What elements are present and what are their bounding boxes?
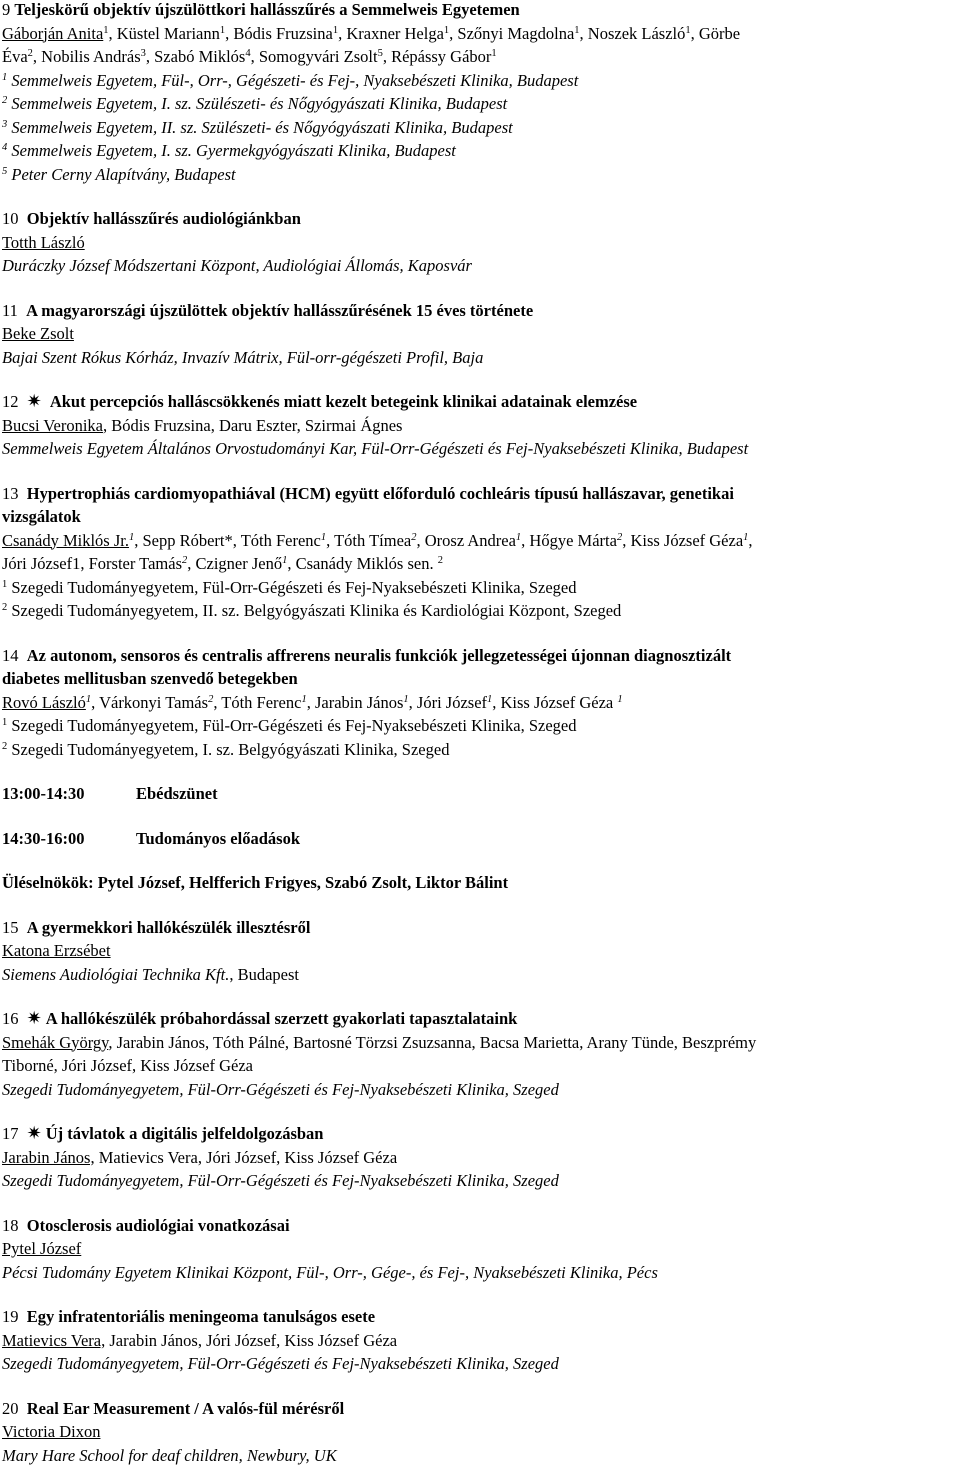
talk-13-authors-line-2 xyxy=(2,552,958,576)
talk-13-authors-line-1 xyxy=(2,529,958,553)
talk-12-affiliation: Semmelweis Egyetem Általános Orvostudományi Kar, Fül-Orr-Gégészeti és Fej-Nyaksebészeti Klinika, Budapest xyxy=(2,439,749,458)
talk-16-coauthors: , Jarabin János, Tóth Pálné, Bartosné Törzsi Zsuzsanna, Bacsa Marietta, Arany Tünde, Beszprémy xyxy=(108,1032,757,1052)
talk-14-title-line xyxy=(2,644,958,668)
superscript: 2 xyxy=(2,95,8,106)
separator: , xyxy=(145,47,150,66)
superscript: 2 xyxy=(437,555,443,566)
superscript: 4 xyxy=(2,142,8,153)
spacer xyxy=(2,761,958,782)
schedule-label: Ebédszünet xyxy=(136,784,218,803)
affiliation-line xyxy=(2,92,958,116)
author: Szabó Miklós xyxy=(150,47,246,66)
talk-12-number: 12 xyxy=(2,392,19,411)
superscript: 1 xyxy=(2,717,8,728)
talk-13-title: Hypertrophiás cardiomyopathiával (HCM) együtt előforduló cochleáris típusú hallászavar, genetikai xyxy=(26,483,734,503)
talk-17-title: Új távlatok a digitális jelfeldolgozásban xyxy=(45,1124,324,1143)
schedule-label: Tudományos előadások xyxy=(136,828,300,848)
author: , Hőgye Márta xyxy=(521,530,617,550)
affiliation-text: Szegedi Tudományegyetem, II. sz. Belgyógyászati Klinika és Kardiológiai Központ, Szeged xyxy=(7,601,622,620)
spacer xyxy=(2,850,958,871)
superscript: 1 xyxy=(85,693,92,705)
talk-19-presenter: Matievics Vera, xyxy=(2,1330,106,1350)
author: , Tóth Tímea xyxy=(326,530,412,550)
talk-12-authors xyxy=(2,414,958,438)
talk-9-presenter: Gáborján Anita xyxy=(2,23,104,43)
talk-14-title: Az autonom, sensoros és centralis affrerens neuralis funkciók jellegzetességei újonnan diagnosztizált xyxy=(26,645,732,665)
separator: , xyxy=(382,47,387,66)
schedule-time: 13:00-14:30 xyxy=(2,784,85,803)
superscript: 1 xyxy=(487,693,493,705)
talk-20-title: Real Ear Measurement / A valós-fül mérésről xyxy=(26,1398,345,1418)
superscript: 1 xyxy=(2,578,8,590)
author: , Jóri József xyxy=(408,692,488,712)
talk-17-title-line: 17 ✷ Új távlatok a digitális jelfeldolgozásban xyxy=(2,1123,324,1143)
program-page xyxy=(2,0,958,1467)
talk-13-title-cont: vizsgálatok xyxy=(2,507,81,526)
superscript: 2 xyxy=(2,602,8,613)
talk-19-title: Egy infratentoriális meningeoma tanulságos esete xyxy=(26,1307,376,1326)
talk-19-title-line xyxy=(2,1305,958,1329)
talk-18-number: 18 xyxy=(2,1215,19,1235)
author: , Tóth Ferenc xyxy=(213,692,302,712)
talk-16-affiliation: Szegedi Tudományegyetem, Fül-Orr-Gégészeti és Fej-Nyaksebészeti Klinika, Szeged xyxy=(2,1079,559,1099)
talk-18-presenter: Pytel József xyxy=(2,1239,82,1258)
separator: , xyxy=(250,47,255,66)
talk-10-affiliation: Duráczky József Módszertani Központ, Audiológiai Állomás, Kaposvár xyxy=(2,256,472,275)
talk-20-affiliation: Mary Hare School for deaf children, Newbury, UK xyxy=(2,1445,337,1465)
spacer xyxy=(2,806,958,827)
talk-12-title-line: 12 ✷ Akut percepciós halláscsökkenés miatt kezelt betegeink klinikai adatainak elemzése xyxy=(2,391,638,411)
superscript: 1 xyxy=(128,531,135,543)
talk-19-affiliation: Szegedi Tudományegyetem, Fül-Orr-Gégészeti és Fej-Nyaksebészeti Klinika, Szeged xyxy=(2,1354,559,1373)
author: , Orosz Andrea xyxy=(416,530,516,550)
schedule-row-talks xyxy=(2,827,958,851)
affiliation-line xyxy=(2,69,958,93)
affiliation-line xyxy=(2,738,958,762)
author: Küstel Mariann xyxy=(112,23,220,43)
affiliation-line xyxy=(2,116,958,140)
talk-18-affiliation: Pécsi Tudomány Egyetem Klinikai Központ, Fül-, Orr-, Gége-, és Fej-, Nyaksebészeti Klinika, Pécs xyxy=(2,1262,658,1282)
talk-15-presenter: Katona Erzsébet xyxy=(2,941,111,960)
talk-11-presenter: Beke Zsolt xyxy=(2,324,74,343)
schedule-time: 14:30-16:00 xyxy=(2,828,85,848)
superscript: 1 xyxy=(515,531,522,543)
affiliation-line xyxy=(2,599,958,623)
talk-20-presenter: Victoria Dixon xyxy=(2,1422,101,1441)
talk-17-presenter: Jarabin János, xyxy=(2,1147,95,1167)
talk-11-affiliation: Bajai Szent Rókus Kórház, Invazív Mátrix, Fül-orr-gégészeti Profil, Baja xyxy=(2,347,484,367)
talk-15-title-line xyxy=(2,916,958,940)
talk-9-number: 9 xyxy=(2,0,11,19)
spacer xyxy=(2,369,958,390)
separator: , xyxy=(338,23,343,43)
superscript: 2 xyxy=(182,555,188,566)
superscript: 1 xyxy=(219,24,226,36)
superscript: 2 xyxy=(411,531,417,543)
superscript: 2 xyxy=(2,740,8,752)
talk-12-title: Akut percepciós halláscsökkenés miatt kezelt betegeink klinikai adatainak elemzése xyxy=(49,392,638,411)
talk-15-title: A gyermekkori hallókészülék illesztésről xyxy=(26,917,311,937)
affiliation-line xyxy=(2,576,958,600)
talk-18-title-line xyxy=(2,1214,958,1238)
talk-10-title-line xyxy=(2,207,958,231)
talk-15-affiliation-line xyxy=(2,963,958,987)
affiliation-line xyxy=(2,714,958,738)
superscript: 2 xyxy=(27,48,33,59)
affiliation-text: Semmelweis Egyetem, I. sz. Szülészeti- és Nőgyógyászati Klinika, Budapest xyxy=(7,94,508,113)
spacer xyxy=(2,1284,958,1305)
superscript: 1 xyxy=(332,24,339,36)
author: , Jarabin János xyxy=(306,692,404,712)
talk-16-number: 16 xyxy=(2,1009,19,1028)
talk-14-presenter: Rovó László xyxy=(2,692,86,712)
talk-17-coauthors: Matievics Vera, Jóri József, Kiss József Géza xyxy=(94,1147,398,1167)
superscript: 4 xyxy=(245,48,251,59)
talk-16-authors-line-1 xyxy=(2,1031,958,1055)
spacer xyxy=(2,186,958,207)
superscript: 1 xyxy=(743,531,749,543)
superscript: 1 xyxy=(103,24,109,36)
superscript: 1 xyxy=(320,531,327,543)
superscript: 1 xyxy=(2,71,8,83)
talk-20-title-line xyxy=(2,1397,958,1421)
separator: , xyxy=(579,23,584,43)
talk-16-title-line: 16 ✷ A hallókészülék próbahordással szerzett gyakorlati tapasztalataink xyxy=(2,1008,518,1028)
talk-14-title-cont: diabetes mellitusban szenvedő betegekben xyxy=(2,669,298,688)
author: Somogyvári Zsolt xyxy=(254,47,378,66)
separator: , xyxy=(690,23,695,43)
superscript: 2 xyxy=(616,531,623,543)
author: Répássy Gábor xyxy=(386,47,492,66)
spacer xyxy=(2,1376,958,1397)
spacer xyxy=(2,1101,958,1122)
spacer xyxy=(2,1193,958,1214)
talk-19-authors xyxy=(2,1329,958,1353)
talk-15-number: 15 xyxy=(2,917,19,937)
separator: , xyxy=(32,47,38,66)
author: , Csanády Miklós sen. xyxy=(287,554,434,573)
talk-9-authors-line-1 xyxy=(2,22,958,46)
talk-16-title: A hallókészülék próbahordással szerzett gyakorlati tapasztalataink xyxy=(45,1009,518,1028)
talk-9-title: Teljeskörű objektív újszülöttkori hallásszűrés a Semmelweis Egyetemen xyxy=(14,0,520,19)
author: , Kiss József Géza xyxy=(492,692,614,712)
talk-12-presenter: Bucsi Veronika xyxy=(2,415,103,435)
author: Bódis Fruzsina xyxy=(229,23,333,43)
talk-17-number: 17 xyxy=(2,1124,19,1143)
talk-10-number: 10 xyxy=(2,209,19,228)
superscript: 1 xyxy=(301,693,307,705)
affiliation-text: Szegedi Tudományegyetem, Fül-Orr-Gégészeti és Fej-Nyaksebészeti Klinika, Szeged xyxy=(7,716,577,735)
talk-13-presenter: Csanády Miklós Jr. xyxy=(2,530,129,550)
spacer xyxy=(2,461,958,482)
author: Nobilis András xyxy=(37,47,141,66)
superscript: 1 xyxy=(685,24,691,36)
author: , Czigner Jenő xyxy=(187,554,283,573)
author: , Várkonyi Tamás xyxy=(91,692,209,712)
talk-12-coauthors: , Bódis Fruzsina, Daru Eszter, Szirmai Ágnes xyxy=(102,415,403,435)
separator: , xyxy=(748,530,753,550)
author: Noszek László xyxy=(583,23,686,43)
superscript: 2 xyxy=(208,693,214,705)
talk-19-coauthors: Jarabin János, Jóri József, Kiss József Géza xyxy=(105,1330,398,1350)
author: , Kiss József Géza xyxy=(622,530,744,550)
separator: , xyxy=(108,23,113,43)
talk-15-affiliation: Siemens Audiológiai Technika Kft. xyxy=(2,964,230,984)
talk-19-number: 19 xyxy=(2,1307,19,1326)
superscript: 1 xyxy=(617,693,623,705)
affiliation-text: Szegedi Tudományegyetem, I. sz. Belgyógyászati Klinika, Szeged xyxy=(7,739,450,759)
talk-20-number: 20 xyxy=(2,1398,19,1418)
talk-13-number: 13 xyxy=(2,483,19,503)
talk-11-title-line xyxy=(2,299,958,323)
schedule-row-lunch xyxy=(2,782,958,806)
talk-18-title: Otosclerosis audiológiai vonatkozásai xyxy=(26,1215,290,1235)
author: Jóri József1, Forster Tamás xyxy=(2,554,183,573)
spacer xyxy=(2,278,958,299)
author: Éva xyxy=(2,47,28,66)
talk-16-authors-line-2: Tiborné, Jóri József, Kiss József Géza xyxy=(2,1056,253,1075)
author: Kraxner Helga xyxy=(342,23,444,43)
talk-14-authors xyxy=(2,691,958,715)
superscript: 3 xyxy=(2,118,8,130)
talk-9-title-line xyxy=(2,0,958,22)
talk-16-presenter: Smehák György xyxy=(2,1032,109,1052)
author: Szőnyi Magdolna xyxy=(453,23,575,43)
talk-15-affiliation-city: , Budapest xyxy=(229,964,299,984)
talk-17-affiliation: Szegedi Tudományegyetem, Fül-Orr-Gégészeti és Fej-Nyaksebészeti Klinika, Szeged xyxy=(2,1171,559,1190)
spacer xyxy=(2,986,958,1007)
separator: , xyxy=(225,23,230,43)
talk-10-presenter: Totth László xyxy=(2,232,85,252)
talk-11-title: A magyarországi újszülöttek objektív hallásszűrésének 15 éves története xyxy=(26,300,534,320)
talk-10-title: Objektív hallásszűrés audiológiánkban xyxy=(26,209,301,228)
superscript: 5 xyxy=(377,48,383,59)
superscript: 1 xyxy=(574,24,580,36)
talk-17-authors xyxy=(2,1146,958,1170)
affiliation-text: Szegedi Tudományegyetem, Fül-Orr-Gégészeti és Fej-Nyaksebészeti Klinika, Szeged xyxy=(7,577,577,597)
superscript: 1 xyxy=(403,693,409,705)
spacer xyxy=(2,895,958,916)
affiliation-text: Semmelweis Egyetem, II. sz. Szülészeti- és Nőgyógyászati Klinika, Budapest xyxy=(7,117,513,137)
superscript: 5 xyxy=(2,165,8,177)
superscript: 1 xyxy=(491,48,497,59)
superscript: 3 xyxy=(140,48,146,59)
session-chairs: Üléselnökök: Pytel József, Helfferich Frigyes, Szabó Zsolt, Liktor Bálint xyxy=(2,873,509,892)
superscript: 1 xyxy=(282,555,288,566)
affiliation-line xyxy=(2,139,958,163)
talk-9-authors-line-2 xyxy=(2,45,958,69)
separator: , xyxy=(449,23,454,43)
talk-14-number: 14 xyxy=(2,645,19,665)
author: , Sepp Róbert*, Tóth Ferenc xyxy=(134,530,321,550)
affiliation-line xyxy=(2,163,958,187)
affiliation-text: Peter Cerny Alapítvány, Budapest xyxy=(7,164,236,184)
affiliation-text: Semmelweis Egyetem, Fül-, Orr-, Gégészeti- és Fej-, Nyaksebészeti Klinika, Budapest xyxy=(7,70,579,90)
talk-11-number: 11 xyxy=(2,300,18,320)
affiliation-text: Semmelweis Egyetem, I. sz. Gyermekgyógyászati Klinika, Budapest xyxy=(7,141,456,160)
superscript: 1 xyxy=(443,24,450,36)
talk-13-title-line xyxy=(2,482,958,506)
author: Görbe xyxy=(694,23,741,43)
spacer xyxy=(2,623,958,644)
